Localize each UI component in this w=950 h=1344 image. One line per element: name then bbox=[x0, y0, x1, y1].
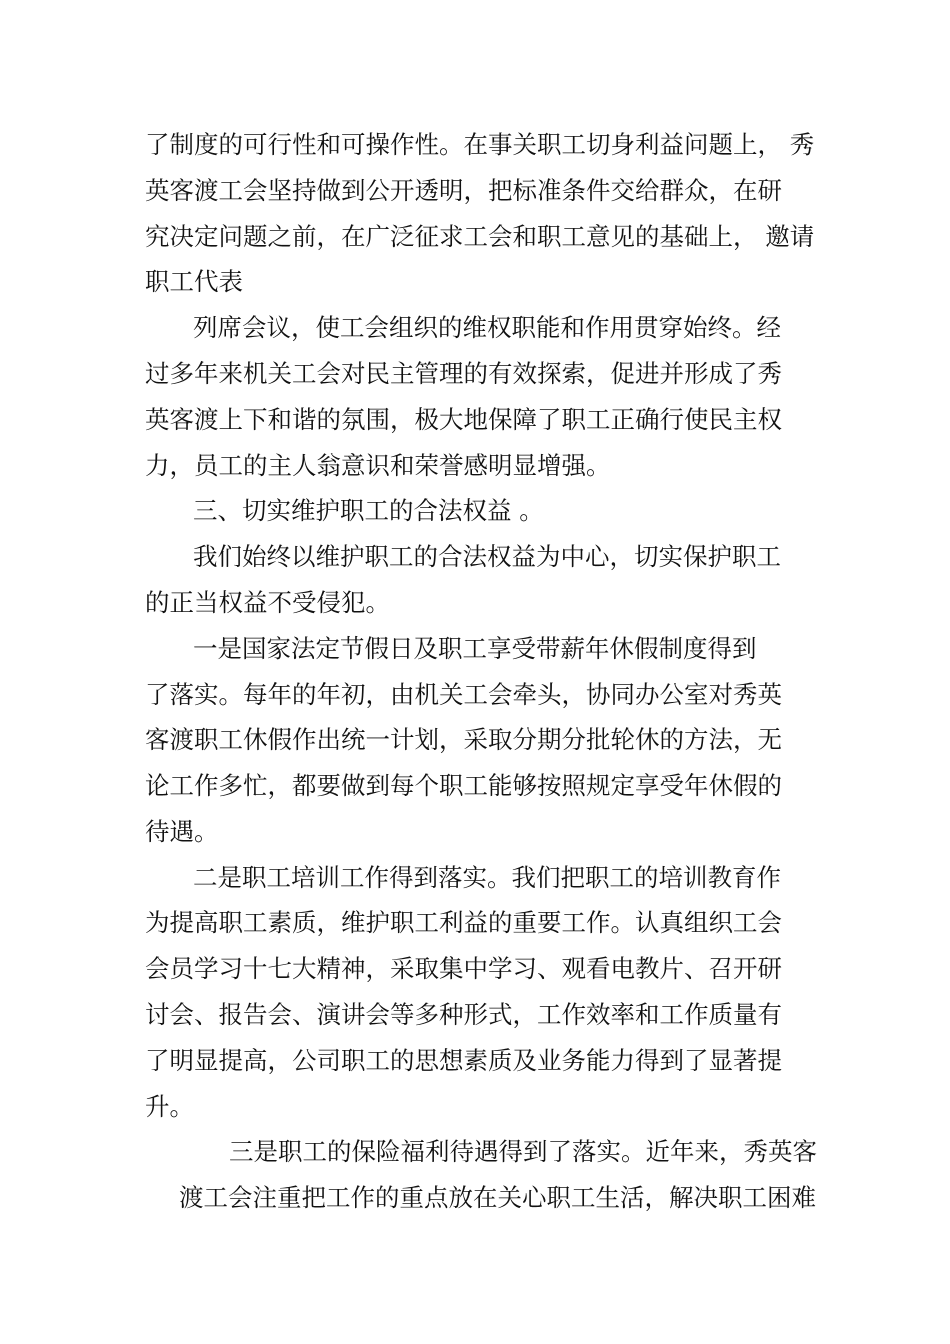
text-line: 了制度的可行性和可操作性。在事关职工切身利益问题上， 秀 bbox=[145, 130, 815, 159]
text-line: 待遇。 bbox=[145, 817, 219, 846]
text-line: 英客渡工会坚持做到公开透明，把标准条件交给群众，在研 bbox=[145, 176, 782, 205]
text-line: 一是国家法定节假日及职工享受带薪年休假制度得到 bbox=[193, 634, 757, 663]
text-line: 了明显提高，公司职工的思想素质及业务能力得到了显著提 bbox=[145, 1046, 782, 1075]
text-line: 了落实。每年的年初，由机关工会牵头，协同办公室对秀英 bbox=[145, 680, 782, 709]
text-line: 升。 bbox=[145, 1092, 194, 1121]
text-line: 渡工会注重把工作的重点放在关心职工生活，解决职工困难 bbox=[179, 1183, 816, 1212]
section-heading: 三、切实维护职工的合法权益 。 bbox=[193, 496, 544, 525]
text-line: 英客渡上下和谐的氛围，极大地保障了职工正确行使民主权 bbox=[145, 405, 782, 434]
text-line: 会员学习十七大精神，采取集中学习、观看电教片、召开研 bbox=[145, 954, 782, 983]
text-line: 三是职工的保险福利待遇得到了落实。近年来，秀英客 bbox=[229, 1137, 817, 1166]
text-line: 为提高职工素质，维护职工利益的重要工作。认真组织工会 bbox=[145, 908, 782, 937]
text-line: 列席会议，使工会组织的维权职能和作用贯穿始终。经 bbox=[193, 313, 781, 342]
text-line: 过多年来机关工会对民主管理的有效探索，促进并形成了秀 bbox=[145, 359, 782, 388]
text-line: 职工代表 bbox=[145, 267, 243, 296]
text-line: 讨会、报告会、演讲会等多种形式，工作效率和工作质量有 bbox=[145, 1000, 782, 1029]
text-line: 力，员工的主人翁意识和荣誉感明显增强。 bbox=[145, 451, 611, 480]
text-line: 客渡职工休假作出统一计划，采取分期分批轮休的方法，无 bbox=[145, 725, 782, 754]
text-line: 二是职工培训工作得到落实。我们把职工的培训教育作 bbox=[193, 863, 781, 892]
text-line: 论工作多忙，都要做到每个职工能够按照规定享受年休假的 bbox=[145, 771, 782, 800]
text-line: 的正当权益不受侵犯。 bbox=[145, 588, 390, 617]
text-line: 究决定问题之前，在广泛征求工会和职工意见的基础上， 邀请 bbox=[145, 222, 815, 251]
text-line: 我们始终以维护职工的合法权益为中心，切实保护职工 bbox=[193, 542, 781, 571]
